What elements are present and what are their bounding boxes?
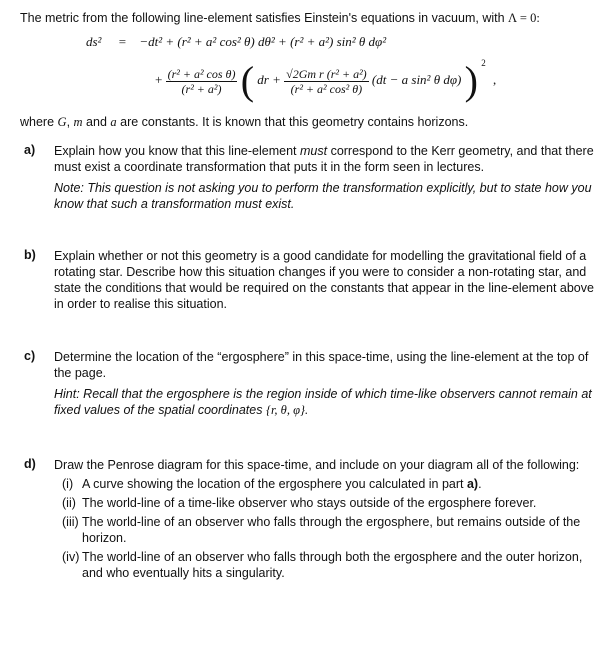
item-text: The world-line of a time-like observer who stays outside of the ergosphere forever. (82, 496, 537, 510)
constant-a: a (110, 115, 117, 129)
frac1-denominator: (r² + a²) (181, 81, 222, 96)
constant-m: m (73, 115, 83, 129)
where-comma: , (66, 115, 71, 129)
frac2-denominator: (r² + a² cos² θ) (290, 81, 363, 96)
part-c-text: Determine the location of the “ergosphere” in this space-time, using the line-element at the top of the page. (54, 350, 589, 380)
eq-dr: dr + (257, 72, 281, 87)
metric-equation-line-1 (86, 34, 386, 50)
item-end: . (478, 477, 482, 491)
part-d-text: Draw the Penrose diagram for this space-time, and include on your diagram all of the following: (54, 458, 580, 472)
part-d (20, 457, 600, 581)
part-d-item (54, 476, 600, 492)
item-number: (ii) (62, 496, 76, 510)
item-text: The world-line of an observer who falls through the ergosphere, but remains outside of the horizon. (82, 515, 581, 545)
where-and: and (86, 115, 107, 129)
part-c-coords: {r, θ, φ}. (265, 403, 309, 417)
where-sentence (20, 114, 605, 130)
lambda-condition: Λ = 0: (508, 11, 540, 25)
intro-paragraph (20, 10, 605, 26)
intro-text: The metric from the following line-element satisfies Einstein's equations in vacuum, with (20, 11, 505, 25)
part-c (20, 349, 600, 418)
item-text: A curve showing the location of the ergosphere you calculated in part (82, 477, 464, 491)
eq-fraction-2 (284, 67, 369, 96)
part-d-item (54, 495, 600, 511)
part-b-text: Explain whether or not this geometry is a good candidate for modelling the gravitational field of a rotating star. Describe how this situation changes if you were to consider a non-rotating star, and state the conditions that would be required on the constants that appear in the line-element above in order to realise this situation. (54, 249, 594, 311)
part-c-hint (54, 386, 600, 418)
eq-equals: = (118, 34, 127, 49)
where-rest: are constants. It is known that this geometry contains horizons. (120, 115, 469, 129)
close-paren: ) (464, 58, 478, 104)
part-d-item (54, 549, 600, 581)
eq-lhs: ds² (86, 34, 102, 49)
metric-equation-line-2 (155, 58, 497, 104)
item-text: The world-line of an observer who falls through both the ergosphere and the outer horizon, and who eventually hits a singularity. (82, 550, 583, 580)
item-number: (i) (62, 477, 74, 491)
eq-power: 2 (481, 58, 486, 68)
eq-fraction-1 (166, 67, 238, 96)
part-c-label: c) (24, 349, 36, 363)
eq-tail: (dt − a sin² θ dφ) (371, 72, 462, 87)
part-b-label: b) (24, 248, 36, 262)
part-c-hint-text: Hint: Recall that the ergosphere is the region inside of which time-like observers cannot remain at fixed values of the spatial coordinates (54, 387, 592, 417)
eq-plus: + (155, 72, 163, 87)
item-ref: a) (466, 477, 479, 491)
part-a-label: a) (24, 143, 36, 157)
part-b (20, 248, 600, 312)
part-a-emph: must (299, 144, 328, 158)
frac1-numerator: (r² + a² cos θ) (167, 66, 236, 81)
part-a-text-2: correspond to the Kerr geometry, and that there must exist a coordinate transformation that puts it in the form seen in lectures. (54, 144, 594, 174)
frac2-numerator: √2Gm r (r² + a²) (286, 66, 367, 81)
item-number: (iii) (62, 515, 79, 529)
part-d-label: d) (24, 457, 36, 471)
item-number: (iv) (62, 550, 80, 564)
constant-G: G (57, 115, 67, 129)
part-d-item (54, 514, 600, 546)
eq-line1: −dt² + (r² + a² cos² θ) dθ² + (r² + a²) sin² θ dφ² (139, 34, 387, 49)
eq-end: , (492, 72, 497, 87)
part-a-note: Note: This question is not asking you to perform the transformation explicitly, but to state how you know that such a transformation must exist. (54, 181, 592, 211)
open-paren: ( (240, 58, 255, 104)
part-a (20, 143, 600, 212)
where-word: where (20, 115, 55, 129)
part-a-text-1: Explain how you know that this line-element (54, 144, 297, 158)
